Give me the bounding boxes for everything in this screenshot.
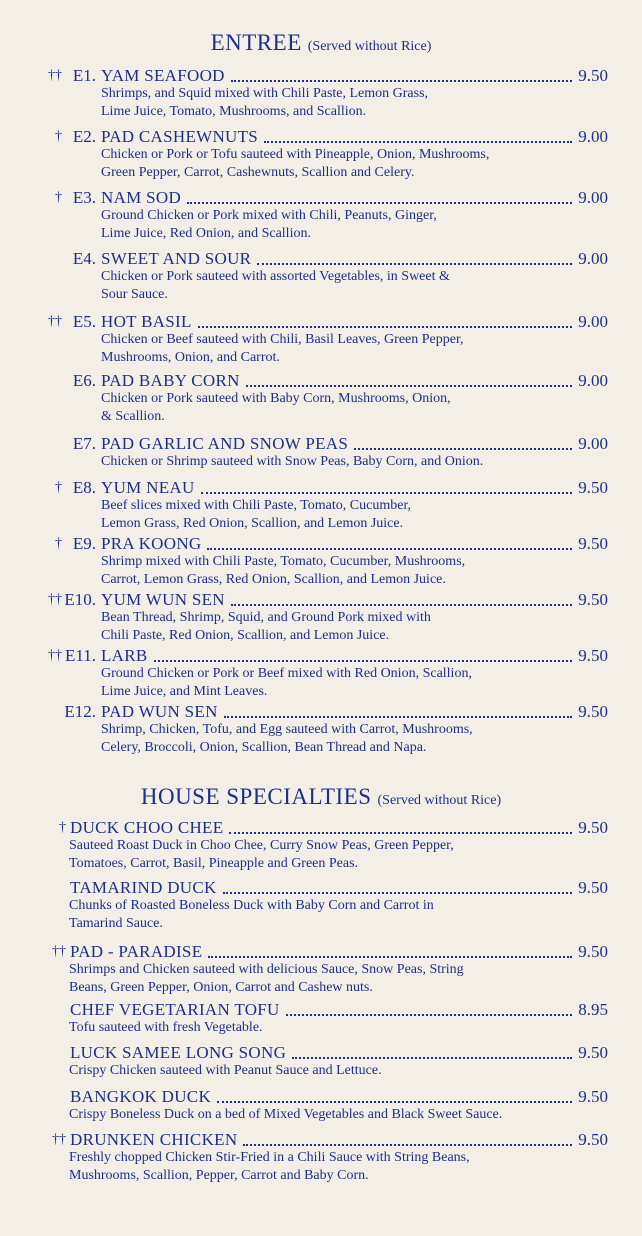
item-price: 9.00 xyxy=(578,127,608,146)
dot-leader xyxy=(257,263,572,265)
item-price: 9.50 xyxy=(578,1087,608,1106)
spicy-indicator-icon: † xyxy=(59,820,66,835)
description-line: Shrimp mixed with Chili Paste, Tomato, Cucumber, Mushrooms, xyxy=(101,554,466,569)
item-price: 9.00 xyxy=(578,434,608,453)
entree-title: ENTREE xyxy=(210,30,302,55)
item-description xyxy=(101,553,621,589)
dot-leader xyxy=(354,448,572,450)
item-price: 9.50 xyxy=(578,1043,608,1062)
item-name: DUCK CHOO CHEE xyxy=(70,818,224,837)
item-price: 9.00 xyxy=(578,249,608,268)
item-code: E7. xyxy=(72,434,96,453)
spicy-indicator-icon: †† xyxy=(48,68,62,83)
item-description xyxy=(69,837,589,873)
description-line: Freshly chopped Chicken Stir-Fried in a Chili Sauce with String Beans, xyxy=(69,1150,470,1165)
description-line: Chicken or Pork or Tofu sauteed with Pineapple, Onion, Mushrooms, xyxy=(101,147,490,162)
description-line: Sour Sauce. xyxy=(101,287,168,302)
item-price: 9.50 xyxy=(578,818,608,837)
item-code: E1. xyxy=(72,66,96,85)
description-line: Crispy Chicken sauteed with Peanut Sauce and Lettuce. xyxy=(69,1063,382,1078)
item-code: E4. xyxy=(72,249,96,268)
description-line: Green Pepper, Carrot, Cashewnuts, Scallion and Celery. xyxy=(101,165,415,180)
dot-leader xyxy=(224,716,572,718)
dot-leader xyxy=(243,1144,572,1146)
item-code: E11. xyxy=(64,646,96,665)
item-description xyxy=(101,609,621,645)
item-name: BANGKOK DUCK xyxy=(70,1087,212,1106)
menu-item-row xyxy=(0,818,642,838)
spicy-indicator-icon: † xyxy=(55,536,62,551)
house-specialties-title: HOUSE SPECIALTIES xyxy=(140,784,372,809)
description-line: Lemon Grass, Red Onion, Scallion, and Lemon Juice. xyxy=(101,516,404,531)
dot-leader xyxy=(208,956,572,958)
item-name: TAMARIND DUCK xyxy=(70,878,217,897)
menu-item-row xyxy=(0,942,642,962)
menu-item-row xyxy=(0,312,642,332)
description-line: Chunks of Roasted Boneless Duck with Baby Corn and Carrot in xyxy=(69,898,434,913)
menu-item-row xyxy=(0,534,642,554)
description-line: Chicken or Shrimp sauteed with Snow Peas, Baby Corn, and Onion. xyxy=(101,454,484,469)
item-price: 9.50 xyxy=(578,590,608,609)
spicy-indicator-icon: † xyxy=(55,129,62,144)
item-description xyxy=(69,1062,589,1080)
spicy-indicator-icon: †† xyxy=(48,592,62,607)
description-line: Shrimps and Chicken sauteed with delicious Sauce, Snow Peas, String xyxy=(69,962,464,977)
item-code: E12. xyxy=(64,702,96,721)
menu-item-row xyxy=(0,371,642,391)
item-name: YUM NEAU xyxy=(101,478,195,497)
item-name: LUCK SAMEE LONG SONG xyxy=(70,1043,287,1062)
dot-leader xyxy=(231,80,572,82)
item-name: YAM SEAFOOD xyxy=(101,66,225,85)
menu-item-row xyxy=(0,590,642,610)
item-price: 8.95 xyxy=(578,1000,608,1019)
dot-leader xyxy=(264,141,572,143)
item-description xyxy=(101,721,621,757)
item-name: LARB xyxy=(101,646,148,665)
menu-item-row xyxy=(0,646,642,666)
item-name: PRA KOONG xyxy=(101,534,202,553)
spicy-indicator-icon: †† xyxy=(48,314,62,329)
item-description xyxy=(101,146,621,182)
item-name: PAD GARLIC AND SNOW PEAS xyxy=(101,434,349,453)
dot-leader xyxy=(229,832,572,834)
menu-item-row xyxy=(0,1087,642,1107)
menu-item-row xyxy=(0,66,642,86)
menu-item-row xyxy=(0,478,642,498)
description-line: Lime Juice, and Mint Leaves. xyxy=(101,684,268,699)
item-price: 9.50 xyxy=(578,702,608,721)
item-description xyxy=(69,961,589,997)
item-price: 9.50 xyxy=(578,646,608,665)
item-name: SWEET AND SOUR xyxy=(101,249,252,268)
item-name: DRUNKEN CHICKEN xyxy=(70,1130,238,1149)
item-code: E10. xyxy=(64,590,96,609)
dot-leader xyxy=(201,492,572,494)
menu-item-row xyxy=(0,702,642,722)
description-line: Beans, Green Pepper, Onion, Carrot and Cashew nuts. xyxy=(69,980,373,995)
item-description xyxy=(101,453,621,471)
dot-leader xyxy=(231,604,572,606)
spicy-indicator-icon: † xyxy=(55,190,62,205)
description-line: Chicken or Pork sauteed with Baby Corn, Mushrooms, Onion, xyxy=(101,391,451,406)
item-code: E9. xyxy=(72,534,96,553)
description-line: Shrimps, and Squid mixed with Chili Paste, Lemon Grass, xyxy=(101,86,429,101)
description-line: Ground Chicken or Pork or Beef mixed with Red Onion, Scallion, xyxy=(101,666,472,681)
dot-leader xyxy=(207,548,572,550)
item-description xyxy=(69,897,589,933)
item-description xyxy=(69,1106,589,1124)
item-description xyxy=(101,390,621,426)
spicy-indicator-icon: †† xyxy=(52,1132,66,1147)
description-line: Chicken or Pork sauteed with assorted Vegetables, in Sweet & xyxy=(101,269,450,284)
spicy-indicator-icon: †† xyxy=(48,648,62,663)
description-line: Tofu sauteed with fresh Vegetable. xyxy=(69,1020,263,1035)
item-code: E6. xyxy=(72,371,96,390)
menu-item-row xyxy=(0,878,642,898)
item-name: HOT BASIL xyxy=(101,312,192,331)
spicy-indicator-icon: †† xyxy=(52,944,66,959)
description-line: Lime Juice, Tomato, Mushrooms, and Scallion. xyxy=(101,104,367,119)
house-specialties-header xyxy=(0,784,642,810)
item-name: CHEF VEGETARIAN TOFU xyxy=(70,1000,280,1019)
description-line: Chili Paste, Red Onion, Scallion, and Lemon Juice. xyxy=(101,628,390,643)
dot-leader xyxy=(154,660,572,662)
dot-leader xyxy=(187,202,572,204)
description-line: Lime Juice, Red Onion, and Scallion. xyxy=(101,226,311,241)
item-name: PAD BABY CORN xyxy=(101,371,240,390)
item-name: PAD WUN SEN xyxy=(101,702,218,721)
dot-leader xyxy=(292,1057,572,1059)
menu-item-row xyxy=(0,249,642,269)
item-name: PAD CASHEWNUTS xyxy=(101,127,259,146)
description-line: Ground Chicken or Pork mixed with Chili, Peanuts, Ginger, xyxy=(101,208,437,223)
item-code: E2. xyxy=(72,127,96,146)
item-price: 9.50 xyxy=(578,534,608,553)
dot-leader xyxy=(217,1101,572,1103)
item-description xyxy=(69,1019,589,1037)
house-specialties-subtitle: (Served without Rice) xyxy=(377,793,502,808)
description-line: Tomatoes, Carrot, Basil, Pineapple and Green Peas. xyxy=(69,856,359,871)
menu-item-row xyxy=(0,188,642,208)
description-line: Shrimp, Chicken, Tofu, and Egg sauteed with Carrot, Mushrooms, xyxy=(101,722,473,737)
description-line: Tamarind Sauce. xyxy=(69,916,163,931)
item-description xyxy=(69,1149,589,1185)
item-description xyxy=(101,268,621,304)
menu-item-row xyxy=(0,1130,642,1150)
item-name: PAD - PARADISE xyxy=(70,942,203,961)
menu-item-row xyxy=(0,1000,642,1020)
item-description xyxy=(101,331,621,367)
spicy-indicator-icon: † xyxy=(55,480,62,495)
item-price: 9.00 xyxy=(578,188,608,207)
menu-item-row xyxy=(0,1043,642,1063)
item-price: 9.50 xyxy=(578,1130,608,1149)
description-line: Sauteed Roast Duck in Choo Chee, Curry Snow Peas, Green Pepper, xyxy=(69,838,454,853)
description-line: Chicken or Beef sauteed with Chili, Basil Leaves, Green Pepper, xyxy=(101,332,464,347)
item-name: NAM SOD xyxy=(101,188,182,207)
description-line: Mushrooms, Onion, and Carrot. xyxy=(101,350,280,365)
description-line: Crispy Boneless Duck on a bed of Mixed Vegetables and Black Sweet Sauce. xyxy=(69,1107,503,1122)
item-name: YUM WUN SEN xyxy=(101,590,225,609)
description-line: & Scallion. xyxy=(101,409,165,424)
dot-leader xyxy=(198,326,572,328)
item-price: 9.50 xyxy=(578,878,608,897)
item-price: 9.50 xyxy=(578,66,608,85)
item-description xyxy=(101,665,621,701)
item-code: E5. xyxy=(72,312,96,331)
description-line: Beef slices mixed with Chili Paste, Tomato, Cucumber, xyxy=(101,498,412,513)
menu-item-row xyxy=(0,434,642,454)
dot-leader xyxy=(223,892,572,894)
entree-header xyxy=(0,30,642,56)
item-price: 9.00 xyxy=(578,312,608,331)
item-price: 9.00 xyxy=(578,371,608,390)
item-price: 9.50 xyxy=(578,942,608,961)
menu-item-row xyxy=(0,127,642,147)
description-line: Celery, Broccoli, Onion, Scallion, Bean Thread and Napa. xyxy=(101,740,427,755)
description-line: Carrot, Lemon Grass, Red Onion, Scallion, and Lemon Juice. xyxy=(101,572,446,587)
item-description xyxy=(101,85,621,121)
entree-subtitle: (Served without Rice) xyxy=(307,39,432,54)
item-code: E8. xyxy=(72,478,96,497)
description-line: Bean Thread, Shrimp, Squid, and Ground Pork mixed with xyxy=(101,610,431,625)
description-line: Mushrooms, Scallion, Pepper, Carrot and Baby Corn. xyxy=(69,1168,369,1183)
item-code: E3. xyxy=(72,188,96,207)
item-description xyxy=(101,207,621,243)
dot-leader xyxy=(246,385,572,387)
item-description xyxy=(101,497,621,533)
dot-leader xyxy=(286,1014,572,1016)
item-price: 9.50 xyxy=(578,478,608,497)
